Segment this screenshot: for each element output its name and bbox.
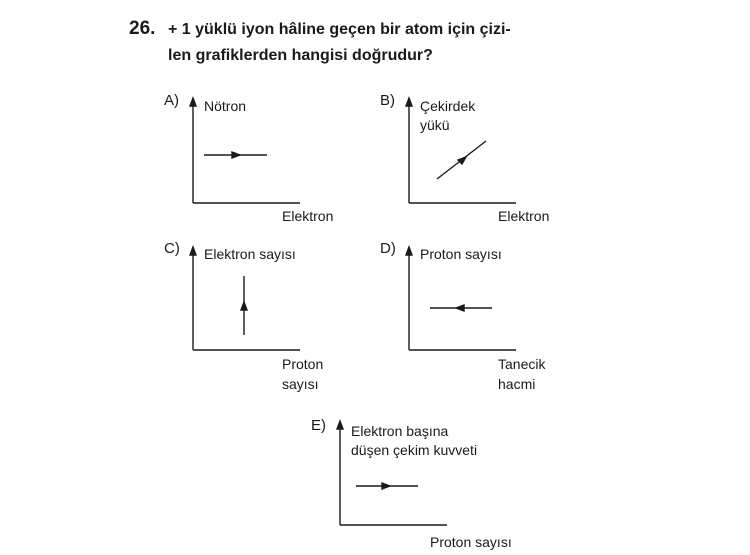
option-c-y-label: Elektron sayısı <box>204 246 296 262</box>
option-d-x-label-2: hacmi <box>498 376 536 392</box>
option-e-letter: E) <box>311 417 326 434</box>
option-a-letter: A) <box>164 92 179 109</box>
graph-b-line <box>437 141 486 179</box>
question-text-line-1: + 1 yüklü iyon hâline geçen bir atom için çizi- <box>168 21 511 38</box>
option-e-y-label-2: düşen çekim kuvveti <box>351 442 478 458</box>
option-b-x-label: Elektron <box>498 208 550 224</box>
graph-d-line <box>430 305 492 311</box>
option-a-x-label: Elektron <box>282 208 334 224</box>
option-c-letter: C) <box>164 240 180 257</box>
option-d-x-label-1: Tanecik <box>498 356 546 372</box>
option-c-x-label-2: sayısı <box>282 376 319 392</box>
graph-c-line <box>241 276 247 335</box>
option-b-letter: B) <box>380 92 395 109</box>
option-d-y-label: Proton sayısı <box>420 246 502 262</box>
option-e-x-label: Proton sayısı <box>430 534 512 550</box>
option-e-y-label-1: Elektron başına <box>351 423 449 439</box>
option-c-x-label-1: Proton <box>282 356 324 372</box>
option-d-letter: D) <box>380 240 396 257</box>
option-b-y-label-2: yükü <box>420 117 450 133</box>
graph-e-line <box>356 483 418 489</box>
option-b-y-label-1: Çekirdek <box>420 98 476 114</box>
question-number: 26. <box>129 18 156 39</box>
graph-a-line <box>204 152 267 158</box>
question-text-line-2: len grafiklerden hangisi doğrudur? <box>168 47 433 64</box>
option-a-y-label: Nötron <box>204 98 247 114</box>
